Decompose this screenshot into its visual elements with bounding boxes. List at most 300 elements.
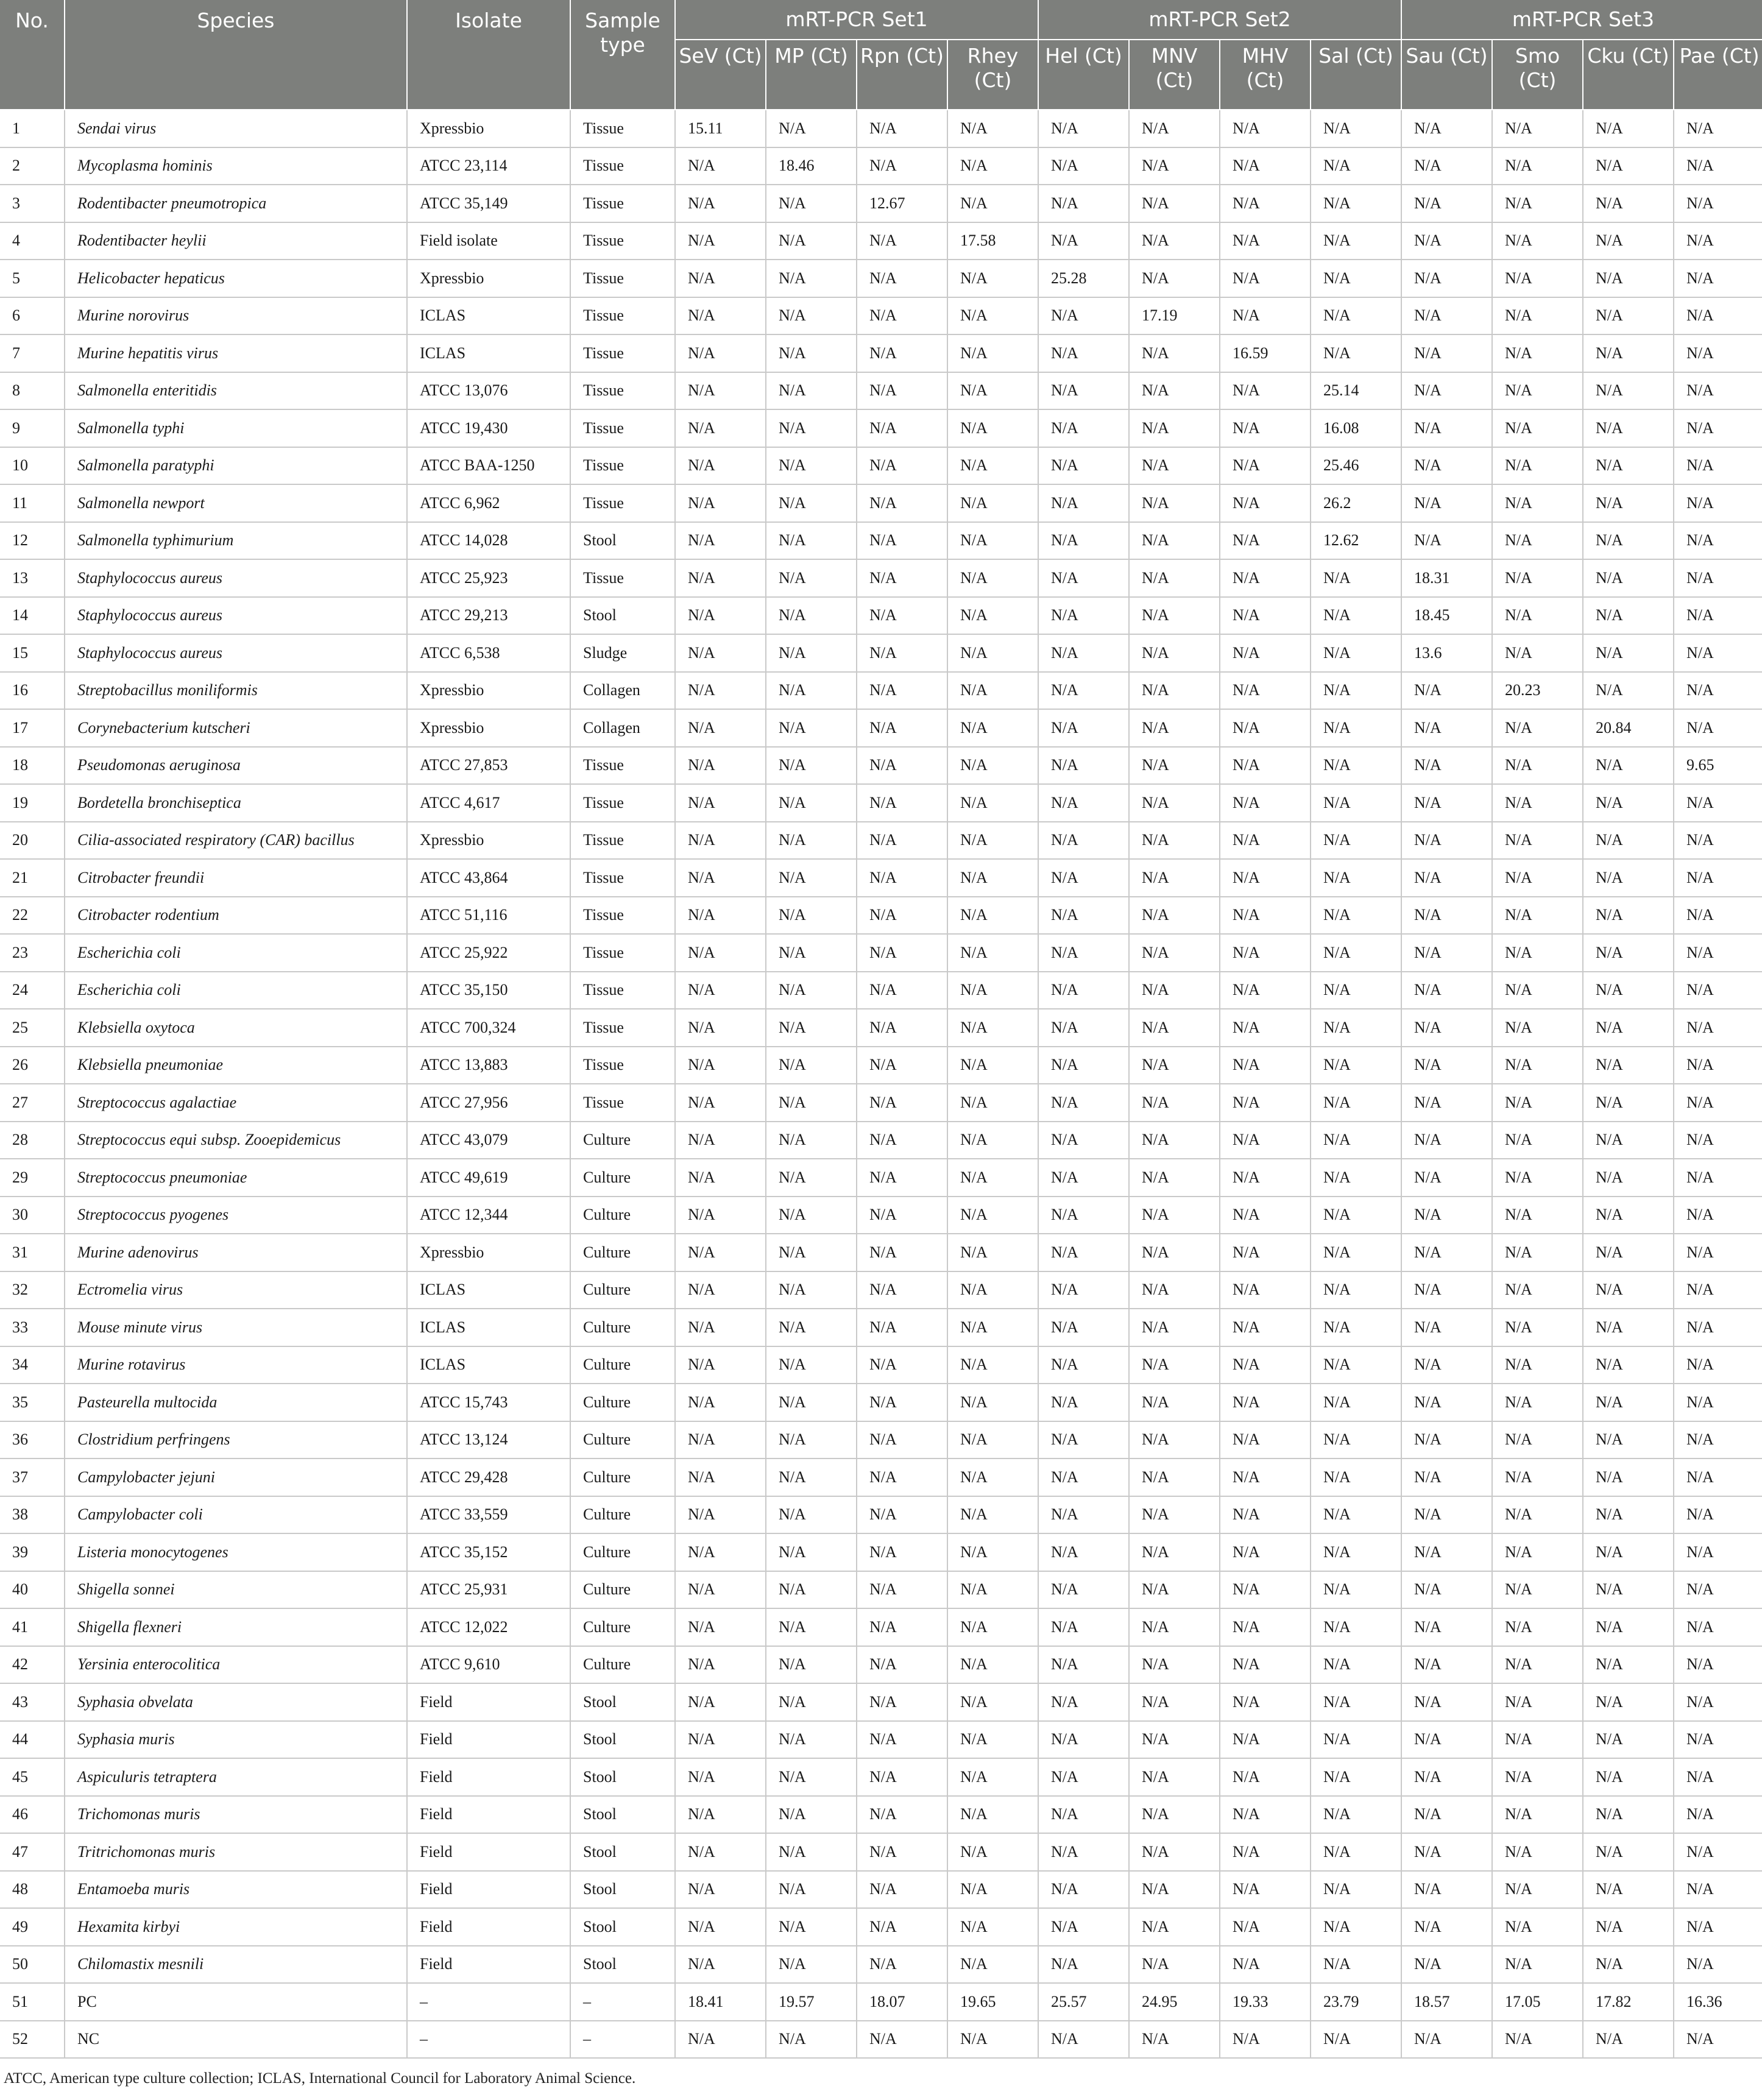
ct-value: N/A	[1674, 822, 1762, 860]
ct-value: N/A	[1129, 747, 1220, 785]
table-row	[0, 297, 1762, 335]
ct-value: N/A	[1674, 859, 1762, 897]
ct-value: N/A	[1129, 1122, 1220, 1159]
ct-value: N/A	[1220, 597, 1311, 635]
ct-value: N/A	[1401, 1946, 1492, 1984]
table-row	[0, 409, 1762, 447]
isolate-source: Xpressbio	[407, 709, 570, 747]
ct-value: N/A	[675, 784, 766, 822]
ct-value: N/A	[1583, 1571, 1674, 1609]
isolate-source: Field	[407, 1683, 570, 1721]
ct-value: N/A	[675, 972, 766, 1009]
table-row	[0, 1159, 1762, 1197]
ct-value: N/A	[1674, 1683, 1762, 1721]
sample-type: Culture	[570, 1571, 675, 1609]
ct-value: N/A	[1220, 1871, 1311, 1909]
species-name: NC	[65, 2021, 407, 2059]
row-number: 51	[0, 1983, 65, 2021]
ct-value: N/A	[1492, 297, 1583, 335]
ct-value: N/A	[1311, 934, 1401, 972]
ct-value: N/A	[857, 972, 947, 1009]
ct-value: N/A	[675, 1197, 766, 1234]
ct-value: N/A	[1583, 1458, 1674, 1496]
ct-value: N/A	[1311, 1458, 1401, 1496]
ct-value: N/A	[1129, 1047, 1220, 1084]
ct-value: 17.19	[1129, 297, 1220, 335]
ct-value: N/A	[766, 1197, 857, 1234]
ct-value: N/A	[1401, 1234, 1492, 1271]
ct-value: N/A	[1583, 597, 1674, 635]
sample-type: Culture	[570, 1309, 675, 1346]
table-body	[0, 110, 1762, 2058]
ct-value: N/A	[1311, 1758, 1401, 1796]
ct-value: N/A	[1401, 972, 1492, 1009]
ct-value: N/A	[1492, 1496, 1583, 1534]
ct-value: N/A	[766, 409, 857, 447]
ct-value: N/A	[1220, 1122, 1311, 1159]
sample-type: Tissue	[570, 222, 675, 260]
ct-value: N/A	[1038, 934, 1129, 972]
sample-type: Tissue	[570, 1084, 675, 1122]
ct-value: N/A	[766, 1309, 857, 1346]
ct-value: N/A	[1311, 672, 1401, 710]
ct-value: N/A	[1129, 859, 1220, 897]
row-number: 37	[0, 1458, 65, 1496]
sample-type: Tissue	[570, 859, 675, 897]
ct-value: N/A	[1401, 1197, 1492, 1234]
species-name: Streptococcus pyogenes	[65, 1197, 407, 1234]
ct-value: N/A	[1038, 1084, 1129, 1122]
ct-value: N/A	[1583, 409, 1674, 447]
row-number: 44	[0, 1721, 65, 1759]
row-number: 8	[0, 372, 65, 410]
table-row	[0, 972, 1762, 1009]
ct-value: N/A	[1674, 1496, 1762, 1534]
ct-value: N/A	[1311, 1271, 1401, 1309]
header-group-set2: mRT-PCR Set2	[1038, 0, 1401, 40]
ct-value: N/A	[1311, 747, 1401, 785]
ct-value: N/A	[857, 297, 947, 335]
ct-value: N/A	[1129, 110, 1220, 147]
ct-value: N/A	[857, 634, 947, 672]
ct-value: N/A	[1674, 447, 1762, 485]
ct-value: N/A	[1220, 1608, 1311, 1646]
ct-value: N/A	[1129, 1084, 1220, 1122]
ct-value: N/A	[857, 1384, 947, 1421]
table-row	[0, 1946, 1762, 1984]
ct-value: N/A	[1038, 709, 1129, 747]
ct-value: N/A	[1311, 1234, 1401, 1271]
isolate-source: ATCC 12,344	[407, 1197, 570, 1234]
ct-value: N/A	[1129, 1533, 1220, 1571]
isolate-source: ATCC 6,538	[407, 634, 570, 672]
ct-value: N/A	[675, 1159, 766, 1197]
ct-value: N/A	[1583, 1309, 1674, 1346]
ct-value: N/A	[857, 1197, 947, 1234]
sample-type: Culture	[570, 1234, 675, 1271]
sample-type: Tissue	[570, 185, 675, 222]
ct-value: N/A	[1311, 1384, 1401, 1421]
row-number: 14	[0, 597, 65, 635]
sample-type: Tissue	[570, 372, 675, 410]
ct-value: 25.46	[1311, 447, 1401, 485]
ct-value: N/A	[947, 297, 1038, 335]
ct-value: N/A	[857, 784, 947, 822]
ct-value: N/A	[1401, 1608, 1492, 1646]
ct-value: N/A	[1492, 1122, 1583, 1159]
ct-value: N/A	[1492, 260, 1583, 297]
ct-value: N/A	[675, 597, 766, 635]
isolate-source: ATCC 25,922	[407, 934, 570, 972]
ct-value: N/A	[1038, 897, 1129, 935]
ct-value: N/A	[1674, 484, 1762, 522]
ct-value: N/A	[857, 1421, 947, 1459]
ct-value: N/A	[1583, 185, 1674, 222]
sample-type: Tissue	[570, 1047, 675, 1084]
ct-value: N/A	[1401, 1047, 1492, 1084]
ct-value: N/A	[1311, 634, 1401, 672]
ct-value: N/A	[1583, 897, 1674, 935]
ct-value: N/A	[1129, 372, 1220, 410]
ct-value: N/A	[1492, 1197, 1583, 1234]
ct-value: N/A	[857, 2021, 947, 2059]
sample-type: Culture	[570, 1496, 675, 1534]
header-target-sal: Sal (Ct)	[1311, 40, 1401, 110]
ct-value: N/A	[1220, 1458, 1311, 1496]
ct-value: N/A	[1674, 1009, 1762, 1047]
ct-value: N/A	[1311, 1796, 1401, 1834]
isolate-source: Field	[407, 1946, 570, 1984]
ct-value: N/A	[766, 522, 857, 560]
table-row	[0, 2021, 1762, 2059]
sample-type: Culture	[570, 1346, 675, 1384]
row-number: 4	[0, 222, 65, 260]
ct-value: N/A	[1129, 1683, 1220, 1721]
ct-value: N/A	[1311, 1946, 1401, 1984]
ct-value: N/A	[947, 1234, 1038, 1271]
ct-value: N/A	[1311, 1122, 1401, 1159]
ct-value: N/A	[1129, 1234, 1220, 1271]
ct-value: N/A	[1129, 634, 1220, 672]
ct-value: N/A	[947, 1908, 1038, 1946]
ct-value: 9.65	[1674, 747, 1762, 785]
ct-value: N/A	[1220, 709, 1311, 747]
ct-value: N/A	[1492, 1234, 1583, 1271]
header-species: Species	[65, 0, 407, 110]
ct-value: N/A	[1038, 1646, 1129, 1684]
ct-value: N/A	[857, 1533, 947, 1571]
ct-value: N/A	[1401, 1646, 1492, 1684]
ct-value: N/A	[1492, 1946, 1583, 1984]
ct-value: N/A	[1220, 1084, 1311, 1122]
ct-value: N/A	[947, 1571, 1038, 1609]
ct-value: N/A	[675, 1683, 766, 1721]
ct-value: N/A	[1583, 297, 1674, 335]
ct-value: N/A	[1129, 334, 1220, 372]
ct-value: N/A	[1129, 1908, 1220, 1946]
header-target-pae: Pae (Ct)	[1674, 40, 1762, 110]
ct-value: N/A	[857, 1721, 947, 1759]
ct-value: N/A	[1583, 1646, 1674, 1684]
row-number: 5	[0, 260, 65, 297]
ct-value: N/A	[1311, 1421, 1401, 1459]
isolate-source: ATCC 43,079	[407, 1122, 570, 1159]
ct-value: 18.46	[766, 147, 857, 185]
row-number: 11	[0, 484, 65, 522]
row-number: 18	[0, 747, 65, 785]
ct-value: N/A	[1038, 1683, 1129, 1721]
ct-value: N/A	[1220, 1946, 1311, 1984]
ct-value: N/A	[1401, 1833, 1492, 1871]
sample-type: Stool	[570, 597, 675, 635]
ct-value: N/A	[1220, 1234, 1311, 1271]
ct-value: 16.59	[1220, 334, 1311, 372]
ct-value: N/A	[1674, 409, 1762, 447]
species-name: Campylobacter jejuni	[65, 1458, 407, 1496]
ct-value: N/A	[857, 672, 947, 710]
ct-value: N/A	[675, 1384, 766, 1421]
ct-value: N/A	[1583, 934, 1674, 972]
ct-value: N/A	[947, 897, 1038, 935]
ct-value: 23.79	[1311, 1983, 1401, 2021]
ct-value: N/A	[1311, 709, 1401, 747]
ct-value: N/A	[1492, 597, 1583, 635]
ct-value: 12.67	[857, 185, 947, 222]
ct-value: N/A	[1038, 559, 1129, 597]
row-number: 12	[0, 522, 65, 560]
isolate-source: ATCC 49,619	[407, 1159, 570, 1197]
ct-value: N/A	[857, 747, 947, 785]
ct-value: N/A	[1674, 1421, 1762, 1459]
isolate-source: ATCC 25,931	[407, 1571, 570, 1609]
ct-value: N/A	[947, 147, 1038, 185]
row-number: 3	[0, 185, 65, 222]
ct-value: N/A	[766, 484, 857, 522]
ct-value: N/A	[1583, 972, 1674, 1009]
isolate-source: Xpressbio	[407, 672, 570, 710]
isolate-source: Xpressbio	[407, 260, 570, 297]
ct-value: N/A	[857, 897, 947, 935]
ct-value: N/A	[1311, 1309, 1401, 1346]
ct-value: N/A	[1583, 1384, 1674, 1421]
species-name: Murine hepatitis virus	[65, 334, 407, 372]
ct-value: N/A	[1038, 1908, 1129, 1946]
ct-value: N/A	[1583, 484, 1674, 522]
ct-value: N/A	[766, 934, 857, 972]
ct-value: N/A	[857, 1159, 947, 1197]
ct-value: N/A	[1492, 559, 1583, 597]
ct-value: N/A	[766, 2021, 857, 2059]
ct-value: N/A	[675, 897, 766, 935]
ct-value: N/A	[1401, 1458, 1492, 1496]
ct-value: N/A	[1674, 297, 1762, 335]
species-name: Escherichia coli	[65, 934, 407, 972]
isolate-source: ATCC 13,124	[407, 1421, 570, 1459]
ct-value: N/A	[766, 1571, 857, 1609]
table-row	[0, 784, 1762, 822]
ct-value: N/A	[1401, 1871, 1492, 1909]
table-row	[0, 1234, 1762, 1271]
ct-value: N/A	[947, 1309, 1038, 1346]
sample-type: Stool	[570, 1758, 675, 1796]
row-number: 26	[0, 1047, 65, 1084]
ct-value: N/A	[1583, 1721, 1674, 1759]
isolate-source: Field	[407, 1871, 570, 1909]
species-name: Murine rotavirus	[65, 1346, 407, 1384]
ct-value: N/A	[1583, 147, 1674, 185]
row-number: 40	[0, 1571, 65, 1609]
ct-value: N/A	[1401, 222, 1492, 260]
header-target-rhey: Rhey (Ct)	[947, 40, 1038, 110]
ct-value: N/A	[1038, 1384, 1129, 1421]
header-target-mp: MP (Ct)	[766, 40, 857, 110]
sample-type: Culture	[570, 1159, 675, 1197]
ct-value: N/A	[766, 972, 857, 1009]
ct-value: N/A	[1674, 1946, 1762, 1984]
isolate-source: ATCC 27,956	[407, 1084, 570, 1122]
row-number: 42	[0, 1646, 65, 1684]
ct-value: N/A	[1583, 1122, 1674, 1159]
ct-value: N/A	[947, 484, 1038, 522]
ct-value: N/A	[1311, 1533, 1401, 1571]
ct-value: N/A	[1038, 784, 1129, 822]
ct-value: 20.23	[1492, 672, 1583, 710]
sample-type: Tissue	[570, 897, 675, 935]
ct-value: N/A	[1038, 1721, 1129, 1759]
ct-value: N/A	[675, 1271, 766, 1309]
ct-value: N/A	[1492, 1421, 1583, 1459]
ct-value: N/A	[1220, 672, 1311, 710]
ct-value: N/A	[675, 747, 766, 785]
ct-value: N/A	[766, 859, 857, 897]
sample-type: Tissue	[570, 484, 675, 522]
species-name: Syphasia obvelata	[65, 1683, 407, 1721]
row-number: 45	[0, 1758, 65, 1796]
table-row	[0, 1047, 1762, 1084]
table-row	[0, 1346, 1762, 1384]
ct-value: N/A	[1401, 334, 1492, 372]
ct-value: N/A	[1674, 110, 1762, 147]
ct-value: N/A	[857, 1234, 947, 1271]
ct-value: N/A	[1492, 934, 1583, 972]
ct-value: N/A	[1311, 1721, 1401, 1759]
isolate-source: ATCC 19,430	[407, 409, 570, 447]
ct-value: N/A	[766, 1346, 857, 1384]
ct-value: N/A	[1129, 709, 1220, 747]
ct-value: N/A	[947, 1496, 1038, 1534]
ct-value: N/A	[947, 1533, 1038, 1571]
ct-value: N/A	[1038, 859, 1129, 897]
row-number: 20	[0, 822, 65, 860]
ct-value: N/A	[1401, 1908, 1492, 1946]
ct-value: N/A	[857, 1084, 947, 1122]
ct-value: N/A	[1220, 1683, 1311, 1721]
ct-value: N/A	[1220, 1197, 1311, 1234]
ct-value: N/A	[1311, 2021, 1401, 2059]
ct-value: N/A	[1492, 1833, 1583, 1871]
ct-value: N/A	[857, 1346, 947, 1384]
ct-value: N/A	[1492, 1533, 1583, 1571]
table-row	[0, 1983, 1762, 2021]
species-name: Streptobacillus moniliformis	[65, 672, 407, 710]
row-number: 7	[0, 334, 65, 372]
table-row	[0, 634, 1762, 672]
table-row	[0, 859, 1762, 897]
ct-value: N/A	[947, 1608, 1038, 1646]
ct-value: N/A	[766, 559, 857, 597]
ct-value: N/A	[1674, 1084, 1762, 1122]
ct-value: N/A	[1220, 934, 1311, 972]
isolate-source: Field	[407, 1758, 570, 1796]
ct-value: N/A	[1129, 597, 1220, 635]
ct-value: N/A	[1311, 1084, 1401, 1122]
ct-value: N/A	[857, 859, 947, 897]
ct-value: N/A	[947, 559, 1038, 597]
table-row	[0, 1833, 1762, 1871]
ct-value: N/A	[1129, 897, 1220, 935]
isolate-source: Field	[407, 1721, 570, 1759]
header-target-sau: Sau (Ct)	[1401, 40, 1492, 110]
isolate-source: ICLAS	[407, 1346, 570, 1384]
species-name: Mycoplasma hominis	[65, 147, 407, 185]
ct-value: N/A	[1038, 2021, 1129, 2059]
ct-value: N/A	[1674, 1608, 1762, 1646]
species-name: Citrobacter rodentium	[65, 897, 407, 935]
isolate-source: Xpressbio	[407, 1234, 570, 1271]
ct-value: N/A	[1674, 972, 1762, 1009]
ct-value: N/A	[1674, 1197, 1762, 1234]
isolate-source: ATCC 51,116	[407, 897, 570, 935]
species-name: Staphylococcus aureus	[65, 597, 407, 635]
isolate-source: ATCC 33,559	[407, 1496, 570, 1534]
ct-value: N/A	[1220, 2021, 1311, 2059]
table-row	[0, 747, 1762, 785]
ct-value: N/A	[1492, 1346, 1583, 1384]
ct-value: N/A	[1220, 1758, 1311, 1796]
ct-value: N/A	[1129, 559, 1220, 597]
ct-value: N/A	[947, 1009, 1038, 1047]
ct-value: N/A	[1492, 447, 1583, 485]
isolate-source: –	[407, 2021, 570, 2059]
ct-value: N/A	[1129, 672, 1220, 710]
species-name: Pasteurella multocida	[65, 1384, 407, 1421]
ct-value: N/A	[1038, 409, 1129, 447]
ct-value: 19.65	[947, 1983, 1038, 2021]
ct-value: N/A	[1401, 147, 1492, 185]
ct-value: N/A	[1220, 1009, 1311, 1047]
sample-type: Tissue	[570, 334, 675, 372]
ct-value: N/A	[857, 1608, 947, 1646]
isolate-source: ICLAS	[407, 297, 570, 335]
ct-value: N/A	[1220, 784, 1311, 822]
ct-value: N/A	[1401, 1496, 1492, 1534]
ct-value: N/A	[1220, 1346, 1311, 1384]
ct-value: N/A	[1492, 522, 1583, 560]
species-name: Murine norovirus	[65, 297, 407, 335]
table-row	[0, 147, 1762, 185]
ct-value: N/A	[1311, 185, 1401, 222]
ct-value: N/A	[1401, 1122, 1492, 1159]
ct-value: N/A	[675, 1646, 766, 1684]
ct-value: N/A	[1583, 1946, 1674, 1984]
sample-type: Culture	[570, 1458, 675, 1496]
ct-value: N/A	[1401, 1271, 1492, 1309]
isolate-source: ATCC 25,923	[407, 559, 570, 597]
ct-value: N/A	[947, 1833, 1038, 1871]
table-row	[0, 110, 1762, 147]
ct-value: N/A	[1674, 784, 1762, 822]
ct-value: N/A	[766, 1908, 857, 1946]
